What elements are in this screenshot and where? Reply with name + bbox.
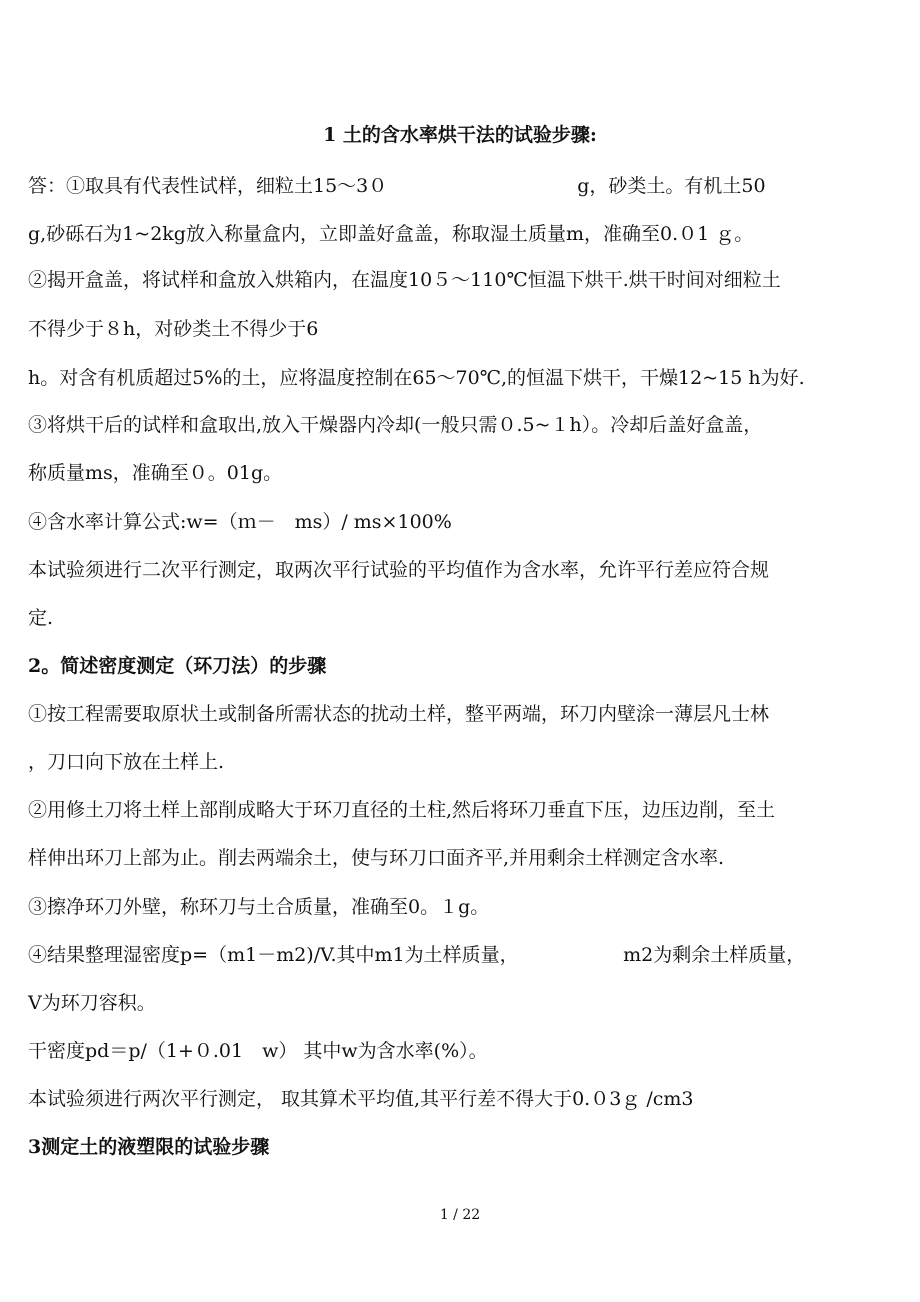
- text-line-20: 本试验须进行两次平行测定， 取其算术平均值,其平行差不得大于0.０3ｇ /cm3: [28, 1088, 694, 1110]
- text-line-17: ④结果整理湿密度p=（m1－m2)/V.其中m1为土样质量， m2为剩余土样质量，: [28, 944, 806, 966]
- text-line-12: ①按工程需要取原状土或制备所需状态的扰动土样，整平两端，环刀内壁涂一薄层凡士林: [28, 703, 770, 725]
- text-line-1: 答：①取具有代表性试样，细粒土15～3０ g，砂类土。有机土50: [28, 175, 766, 197]
- text-line-15: 样伸出环刀上部为止。削去两端余土，使与环刀口面齐平,并用剩余土样测定含水率.: [28, 847, 725, 869]
- text-line-13: ，刀口向下放在土样上.: [28, 751, 225, 773]
- page-number: 1 / 22: [439, 1207, 481, 1223]
- text-line-6: ③将烘干后的试样和盒取出,放入干燥器内冷却(一般只需０.5~１h）。冷却后盖好盒盖，: [28, 414, 763, 436]
- text-line-9: 本试验须进行二次平行测定，取两次平行试验的平均值作为含水率，允许平行差应符合规: [28, 559, 770, 581]
- text-line-19: 干密度pd＝p/（1+０.01 w） 其中w为含水率(%）。: [28, 1040, 488, 1062]
- text-line-16: ③擦净环刀外壁，称环刀与土合质量，准确至0。１g。: [28, 896, 490, 918]
- text-line-18: V为环刀容积。: [28, 992, 156, 1014]
- text-line-10: 定.: [28, 607, 54, 629]
- text-line-7: 称质量ms，准确至０。01g。: [28, 462, 283, 484]
- text-line-4: 不得少于８h，对砂类土不得少于6: [28, 318, 319, 340]
- section-heading-2: 2。简述密度测定（环刀法）的步骤: [28, 655, 327, 677]
- text-line-2: g,砂砾石为1~2kg放入称量盒内，立即盖好盒盖，称取湿土质量m，准确至0.０1 ｇ。: [28, 223, 754, 245]
- text-line-14: ②用修土刀将土样上部削成略大于环刀直径的土柱,然后将环刀垂直下压，边压边削，至土: [28, 799, 776, 821]
- section-title-1: 1 土的含水率烘干法的试验步骤:: [323, 124, 597, 146]
- text-line-3: ②揭开盒盖，将试样和盒放入烘箱内，在温度10５～110℃恒温下烘干.烘干时间对细粒土: [28, 269, 781, 291]
- text-line-8: ④含水率计算公式:w=（ｍ－ ms）/ ms×100%: [28, 511, 452, 533]
- text-line-5: h。对含有机质超过5%的土，应将温度控制在65～70℃,的恒温下烘干，干燥12~15 h为好.: [28, 367, 805, 389]
- section-heading-3: 3测定土的液塑限的试验步骤: [28, 1136, 270, 1158]
